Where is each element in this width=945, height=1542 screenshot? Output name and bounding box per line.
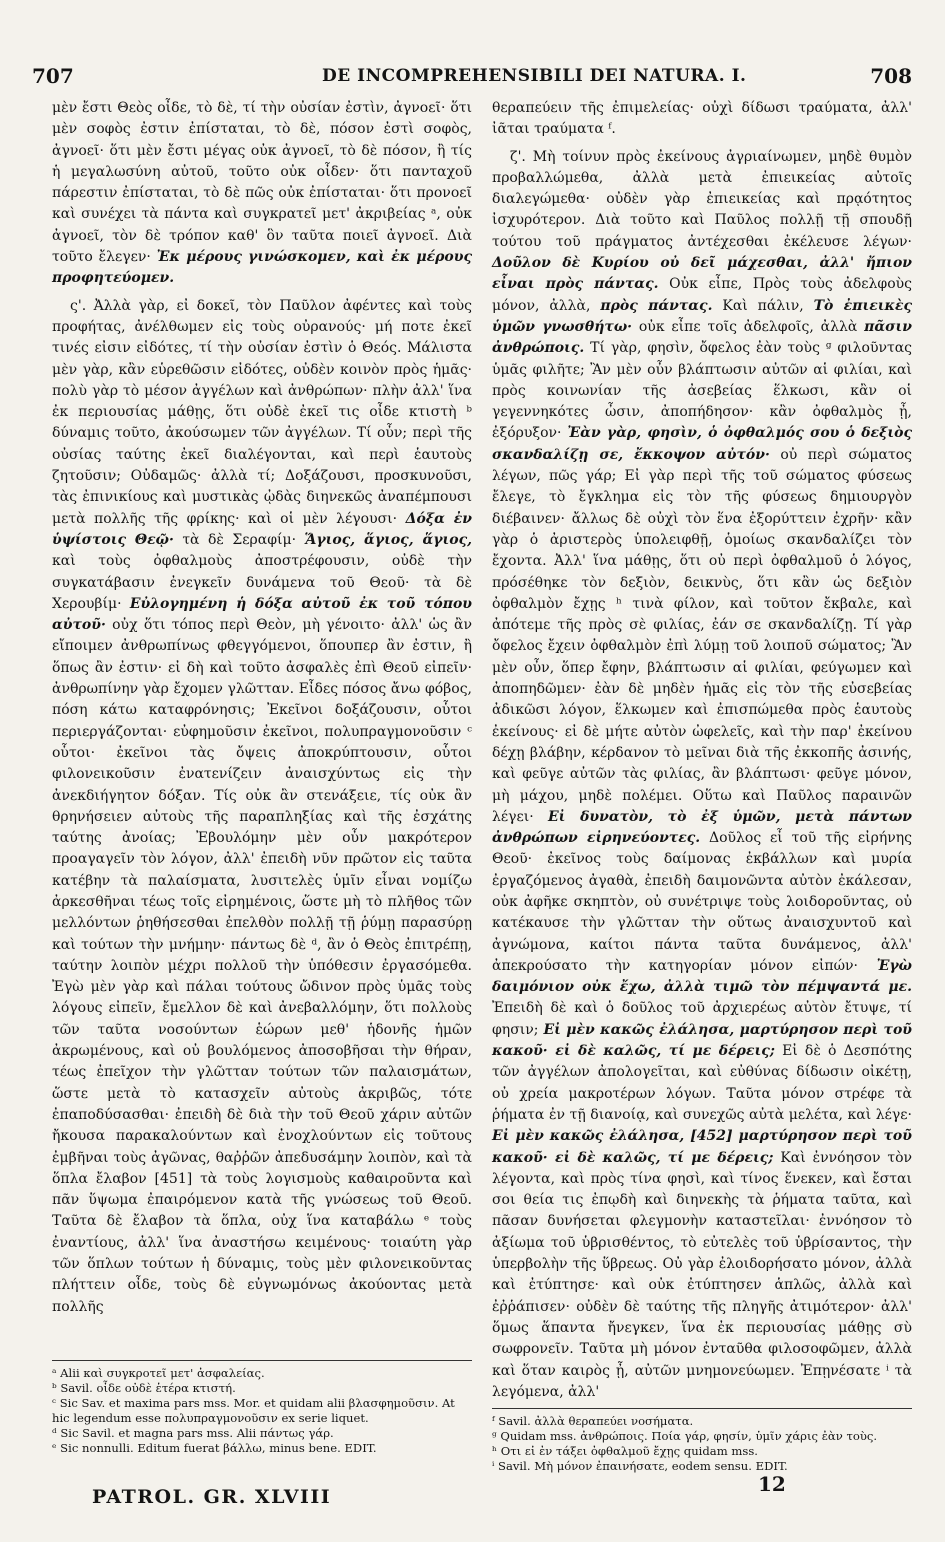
italic-quote: Ἅγιος, ἅγιος, ἅγιος, <box>304 531 472 548</box>
text-run: Δοῦλος εἶ τοῦ τῆς εἰρήνης Θεοῦ· ἐκεῖνος τοὺς δαίμονας ἐκβάλλων καὶ μυρία ἐργαζόμενος ἀγαθὰ, ἐπειδὴ δαιμονῶντα αὐτὸν ἐκάλεσαν, οὐκ ἀφῆκε σκηπτὸν, οὐ συνέτριψε τοὺς λοιδοροῦντας, οὐ κατέκαυσε τὴν γλῶτταν τὴν οὕτως ἀναισχυντοῦ καὶ ἀγνώμονα, καίτοι πάντα ταῦτα δυνάμενος, ἀλλ' ἀπεκρούσατο τὴν κατηγορίαν μόνον εἰπών· <box>492 830 913 974</box>
italic-quote: Ἐὰν γὰρ, φησὶν, ὁ ὀφθαλμός σου ὁ δεξιὸς σκανδαλίζῃ σε, ἔκκοψον αὐτόν· <box>492 425 912 463</box>
footnote: ᵉ Sic nonnulli. Editum fuerat βάλλω, minus bene. EDIT. <box>52 1441 377 1455</box>
text-run: ζ'. Μὴ τοίνυν πρὸς ἐκείνους ἀγριαίνωμεν, μηδὲ θυμὸν προβαλλώμεθα, ἀλλὰ μετὰ ἐπιεικείας αὐτοῖς διαλεγώμεθα· οὐδὲν γὰρ ἐπιεικείας καὶ πρᾳότητος ἰσχυρότερον. Διὰ τοῦτο καὶ Παῦλος πολλῇ τῇ σπουδῇ τούτου τοῦ πράγματος ἀντέχεσθαι ἐκέλευσε λέγων· <box>492 148 912 250</box>
volume-signature: PATROL. GR. XLVIII <box>92 1486 332 1508</box>
left-paragraph-1 <box>52 98 472 290</box>
footnote: ⁱ Savil. Μὴ μόνον ἐπαινήσατε, eodem sensu. EDIT. <box>492 1459 788 1473</box>
text-run: Καὶ πάλιν, <box>722 297 804 314</box>
footnotes-right <box>492 1414 912 1474</box>
italic-quote: πρὸς πάντας. <box>600 297 713 314</box>
text-run: τὰ δὲ Σεραφίμ· <box>182 531 297 548</box>
footnote: ᵃ Alii καὶ συγκροτεῖ μετ' ἀσφαλείας. <box>52 1366 265 1380</box>
text-run: Οὐκ εἶπε, Πρὸς τοὺς ἀδελφοὺς μόνον, ἀλλὰ, <box>492 276 913 314</box>
text-run: ς'. Ἀλλὰ γὰρ, εἰ δοκεῖ, τὸν Παῦλον ἀφέντες καὶ τοὺς προφήτας, ἀνέλθωμεν εἰς τοὺς οὐρανούς· μή ποτε ἐκεῖ τινές εἰσιν εἰδότες, τί τὴν οὐσίαν ἐστὶν ὁ Θεός. Μάλιστα μὲν γὰρ, κἂν εὑρεθῶσιν εἰδότες, οὐδὲν κοινὸν πρὸς ἡμᾶς· πολὺ γὰρ τὸ μέσον ἀγγέλων καὶ ἀνθρώπων· πλὴν ἀλλ' ἵνα ἐκ περιουσίας μάθῃς, ὅτι οὐδὲ ἐκεῖ τις οἶδε κτιστὴ ᵇ δύναμις τοῦτο, ἀκούσωμεν τῶν ἀγγέλων. Τί οὖν; περὶ τῆς οὐσίας ταύτης ἐκεῖ διαλέγονται, καὶ περὶ ἑαυτοὺς ζητοῦσιν; Οὐδαμῶς· ἀλλὰ τί; Δοξάζουσι, προσκυνοῦσι, τὰς ἐπινικίους καὶ μυστικὰς ᾠδὰς διηνεκῶς ἀναπέμπουσι μετὰ πολλῆς τῆς φρίκης· καὶ οἱ μὲν λέγουσι· <box>52 297 472 527</box>
text-run: οὐκ εἶπε τοῖς ἀδελφοῖς, ἀλλὰ <box>638 318 858 335</box>
right-paragraph-2 <box>492 147 912 1404</box>
italic-quote: Εἰ μὲν κακῶς ἐλάλησα, μαρτύρησον περὶ τοῦ κακοῦ· εἰ δὲ καλῶς, τί με δέρεις; <box>492 1021 913 1060</box>
footnote: ᶜ Sic Sav. et maxima pars mss. Mor. et quidam alii βλασφημοῦσιν. At hic legendum esse πολυπραγμονοῦσιν ex serie liquet. <box>52 1396 455 1425</box>
footnote: ᶠ Savil. ἀλλὰ θεραπεύει νοσήματα. <box>492 1414 694 1428</box>
footnote-divider-left <box>52 1360 472 1361</box>
signature-number: 12 <box>758 1472 786 1496</box>
running-header <box>32 64 912 94</box>
italic-quote: πᾶσιν ἀνθρώποις. <box>492 318 912 357</box>
italic-quote: Εὐλογημένη ἡ δόξα αὐτοῦ ἐκ τοῦ τόπου αὐτοῦ· <box>52 595 473 634</box>
running-title: DE INCOMPREHENSIBILI DEI NATURA. I. <box>322 66 747 86</box>
footnote: ᵇ Savil. οἶδε οὐδὲ ἑτέρα κτιστή. <box>52 1381 236 1395</box>
right-paragraph-1 <box>492 98 912 141</box>
text-run: Ἐπειδὴ δὲ καὶ ὁ δοῦλος τοῦ ἀρχιερέως αὐτὸν ἔτυψε, τί φησιν; <box>492 1000 912 1038</box>
page-number-right: 708 <box>870 64 912 88</box>
italic-quote: Εἰ δυνατὸν, τὸ ἐξ ὑμῶν, μετὰ πάντων ἀνθρώπων εἰρηνεύοντες. <box>492 808 912 847</box>
italic-quote: Εἰ μὲν κακῶς ἐλάλησα, [452] μαρτύρησον περὶ τοῦ κακοῦ· εἰ δὲ καλῶς, τί με δέρεις; <box>492 1128 912 1166</box>
text-run: καὶ τοὺς ὀφθαλμοὺς ἀποστρέφουσιν, οὐδὲ τὴν συγκατάβασιν ἐνεγκεῖν δυνάμενα τοῦ Θεοῦ· τὰ δὲ Χερουβίμ· <box>52 553 472 612</box>
footnote: ʰ Οτι εἰ ἐν τάξει ὀφθαλμοῦ ἔχῃς quidam mss. <box>492 1444 758 1458</box>
italic-quote: Δοῦλον δὲ Κυρίου οὐ δεῖ μάχεσθαι, ἀλλ' ἤπιον εἶναι πρὸς πάντας. <box>492 255 912 293</box>
text-run: μὲν ἔστι Θεὸς οἶδε, τὸ δὲ, τί τὴν οὐσίαν ἐστὶν, ἀγνοεῖ· ὅτι μὲν σοφὸς ἐστιν ἐπίσταται, τὸ δὲ, πόσον ἐστὶ σοφὸς, ἀγνοεῖ· ὅτι μὲν ἔστι μέγας οὐκ ἀγνοεῖ, τὸ δὲ πόσον, ἢ τίς ἡ μεγαλωσύνη αὐτοῦ, τοῦτο οὐκ οἶδεν· ὅτι πανταχοῦ πάρεστιν ἐπίσταται, τὸ δὲ πῶς οὐκ ἐπίσταται· ὅτι προνοεῖ καὶ συνέχει τὰ πάντα καὶ συγκρατεῖ μετ' ἀκριβείας ᵃ, οὐκ ἀγνοεῖ, τὸν δὲ τρόπον καθ' ὃν ταῦτα ποιεῖ ἀγνοεῖ. Διὰ τοῦτο ἔλεγεν· <box>52 100 472 266</box>
footnote: ᵈ Sic Savil. et magna pars mss. Alii πάντως γάρ. <box>52 1426 334 1440</box>
italic-quote: Δόξα ἐν ὑψίστοις Θεῷ· <box>52 510 472 548</box>
text-run: Εἰ δὲ ὁ Δεσπότης τῶν ἀγγέλων ἀπολογεῖται, καὶ εὐθύνας δίδωσιν οἰκέτῃ, οὐ χρεία μακροτέρων λόγων. Ταῦτα μόνον στρέφε τὰ ῥήματα ἐν τῇ διανοίᾳ, καὶ συνεχῶς αὐτὰ μελέτα, καὶ λέγε· <box>492 1043 913 1123</box>
italic-quote: Ἐκ μέρους γινώσκομεν, καὶ ἐκ μέρους προφητεύομεν. <box>52 249 472 287</box>
page-number-left: 707 <box>32 64 74 88</box>
text-run: θεραπεύειν τῆς ἐπιμελείας· οὐχὶ δίδωσι τραύματα, ἀλλ' ἰᾶται τραύματα ᶠ. <box>492 100 912 138</box>
italic-quote: Ἐγὼ δαιμόνιον οὐκ ἔχω, ἀλλὰ τιμῶ τὸν πέμψαντά με. <box>492 957 912 996</box>
right-column <box>492 98 912 1409</box>
text-run: οὐ περὶ σώματος λέγων, πῶς γάρ; Εἰ γὰρ περὶ τῆς τοῦ σώματος φύσεως ἔλεγε, τὸ ἔγκλημα εἰς τὸν τῆς φύσεως δημιουργὸν διέβαινεν· ἄλλως δὲ οὐχὶ τὸν ἕνα ἐξορύττειν ἐχρῆν· κἂν γὰρ ὁ ἀριστερὸς ὑπολειφθῇ, ὁμοίως σκανδαλίζει τὸν ἔχοντα. Ἀλλ' ἵνα μάθῃς, ὅτι οὐ περὶ ὀφθαλμοῦ ὁ λόγος, πρόσέθηκε τὸν δεξιὸν, δεικνὺς, ὅτι κἂν ὡς δεξιὸν ὀφθαλμὸν ἔχῃς ʰ τινὰ φίλον, καὶ τοῦτον ἔκβαλε, καὶ ἀπότεμε τῆς πρὸς σὲ φιλίας, ἐάν σε σκανδαλίζῃ. Τί γὰρ ὄφελος ἔχειν ὀφθαλμὸν ἐπὶ λύμῃ τοῦ λοιποῦ σώματος; Ἂν μὲν οὖν, ὅπερ ἔφην, βλάπτωσιν αἱ φιλίαι, φεύγωμεν καὶ ἀποπηδῶμεν· ἐὰν δὲ μηδὲν ἡμᾶς εἰς τὸν τῆς εὐσεβείας ἀδικῶσι λόγον, ἕλκωμεν καὶ ἐπισπώμεθα πρὸς ἑαυτοὺς ἐκείνους· εἰ δὲ μήτε αὐτὸν ὠφελεῖς, καὶ τὴν παρ' ἐκείνου δέχῃ βλάβην, κέρδανον τὸ μεῖναι διὰ τῆς ἐκκοπῆς ἀσινής, καὶ φεῦγε αὐτῶν τὰς φιλίας, ἂν βλάπτωσι· φεῦγε μόνον, μὴ μάχου, μηδὲ πολέμει. Οὕτω καὶ Παῦλος παραινῶν λέγει· <box>492 446 912 825</box>
text-run: Τί γὰρ, φησὶν, ὄφελος ἐὰν τοὺς ᵍ φιλοῦντας ὑμᾶς φιλῆτε; Ἂν μὲν οὖν βλάπτωσιν αὐτῶν αἱ φιλίαι, καὶ πρὸς κοινωνίαν τῆς ἀσεβείας ἕλκωσι, κἂν οἱ γεγεννηκότες ὦσιν, ἀποπήδησον· κἂν ὀφθαλμὸς ᾖ, ἐξόρυξον· <box>492 340 912 442</box>
left-column <box>52 98 472 1324</box>
italic-quote: Τὸ ἐπιεικὲς ὑμῶν γνωσθήτω· <box>492 297 913 335</box>
text-run: οὐχ ὅτι τόπος περὶ Θεὸν, μὴ γένοιτο· ἀλλ' ὡς ἂν εἴποιμεν ἀνθρωπίνως φθεγγόμενοι, ὅπουπερ ἂν ἐστιν, ἢ ὅπως ἂν ἐστιν· εἰ δὴ καὶ τοῦτο ἀσφαλὲς ἐπὶ Θεοῦ εἰπεῖν· ἀνθρωπίνην γὰρ ἔχομεν γλῶτταν. Εἶδες πόσος ἄνω φόβος, πόση κάτω καταφρόνησις; Ἐκεῖνοι δοξάζουσιν, οὗτοι περιεργάζονται· εὐφημοῦσιν ἐκεῖνοι, πολυπραγμονοῦσιν ᶜ οὗτοι· ἐκεῖνοι τὰς ὄψεις ἀποκρύπτουσιν, οὗτοι φιλονεικοῦσιν ἐνατενίζειν ἀναισχύντως εἰς τὴν ἀνεκδιήγητον δόξαν. Τίς οὐκ ἂν στενάξειε, τίς οὐκ ἂν θρηνήσειεν αὐτοὺς τῆς παραπληξίας καὶ τῆς ἐσχάτης ταύτης ἀνοίας; Ἐβουλόμην μὲν οὖν μακρότερον προαγαγεῖν τὸν λόγον, ἀλλ' ἐπειδὴ νῦν πρῶτον εἰς ταῦτα κατέβην τὰ παλαίσματα, λυσιτελὲς ὑμῖν εἶναι νομίζω ἀρκεσθῆναι τέως τοῖς εἰρημένοις, ὥστε μὴ τὸ πλῆθος τῶν μελλόντων ῥηθήσεσθαι ἐπελθὸν πολλῇ τῇ ῥύμῃ παρασύρῃ καὶ τούτων τὴν μνήμην· πάντως δὲ ᵈ, ἂν ὁ Θεὸς ἐπιτρέπῃ, ταύτην λοιπὸν μέχρι πολλοῦ τὴν ὑπόθεσιν ἐργασόμεθα. Ἐγὼ μὲν γὰρ καὶ πάλαι τούτους ὤδινον πρὸς ὑμᾶς τοὺς λόγους εἰπεῖν, ἔμελλον δὲ καὶ ἀνεβαλλόμην, ὅτι πολλοὺς τῶν ταῦτα νοσούντων ἑώρων μεθ' ἡδονῆς ἡμῶν ἀκρωμένους, καὶ οὐ βουλόμενος ἀποσοβῆσαι τὴν θήραν, τέως ἐπεῖχον τὴν γλῶτταν τούτων τῶν παλαισμάτων, ὥστε μετὰ τὸ κατασχεῖν αὐτοὺς ἀκριβῶς, τότε ἐπαποδύσασθαι· ἐπειδὴ δὲ διὰ τὴν τοῦ Θεοῦ χάριν αὐτῶν ἤκουσα παρακαλούντων καὶ ἐνοχλούντων εἰς τοῦτους ἐμβῆναι τοὺς ἀγῶνας, θαῤῥῶν ἀπεδυσάμην λοιπὸν, καὶ τὰ ὅπλα ἔλαβον [451] τὰ τοὺς λογισμοὺς καθαιροῦντα καὶ πᾶν ὕψωμα ἐπαιρόμενον κατὰ τῆς γνώσεως τοῦ Θεοῦ. Ταῦτα δὲ ἔλαβον τὰ ὅπλα, οὐχ ἵνα καταβάλω ᵉ τοὺς ἐναντίους, ἀλλ' ἵνα ἀναστήσω κειμένους· τοιαύτη γὰρ τῶν ὅπλων τούτων ἡ δύναμις, τοὺς μὲν φιλονεικοῦντας πλήττειν οἶδε, τοὺς δὲ εὐγνωμόνως ἀκούοντας μετὰ πολλῆς <box>52 617 472 1315</box>
footnote: ᵍ Quidam mss. ἀνθρώποις. Ποία γάρ, φησίν, ὑμῖν χάρις ἐὰν τοὺς. <box>492 1429 878 1443</box>
text-run: Καὶ ἐννόησον τὸν λέγοντα, καὶ πρὸς τίνα φησὶ, καὶ τίνος ἕνεκεν, καὶ ἔσται σοι θεία τις ἐπῳδὴ καὶ διηνεκὴς τὰ ῥήματα ταῦτα, καὶ πᾶσαν δυνήσεται φλεγμονὴν καταστεῖλαι· ἐννόησον τὸ ἀξίωμα τοῦ ὑβρισθέντος, τὸ εὐτελὲς τοῦ ὑβρίσαντος, τὴν ὑπερβολὴν τῆς ὕβρεως. Οὐ γὰρ ἐλοιδορήσατο μόνον, ἀλλὰ καὶ ἐτύπτησε· καὶ οὐκ ἐτύπτησεν ἁπλῶς, ἀλλὰ καὶ ἐῤῥάπισεν· οὐδὲν δὲ ταύτης τῆς πληγῆς ἀτιμότερον· ἀλλ' ὅμως ἅπαντα ἤνεγκεν, ἵνα ἐκ περιουσίας μάθῃς σὺ σωφρονεῖν. Ταῦτα μὴ μόνον ἐνταῦθα φιλοσοφῶμεν, ἀλλὰ καὶ ὅταν καιρὸς ᾖ, αὐτῶν μνημονεύωμεν. Ἐπῃνέσατε ⁱ τὰ λεγόμενα, ἀλλ' <box>492 1149 913 1400</box>
footnote-divider-right <box>492 1408 912 1409</box>
left-paragraph-2 <box>52 296 472 1318</box>
footnotes-left <box>52 1366 472 1456</box>
